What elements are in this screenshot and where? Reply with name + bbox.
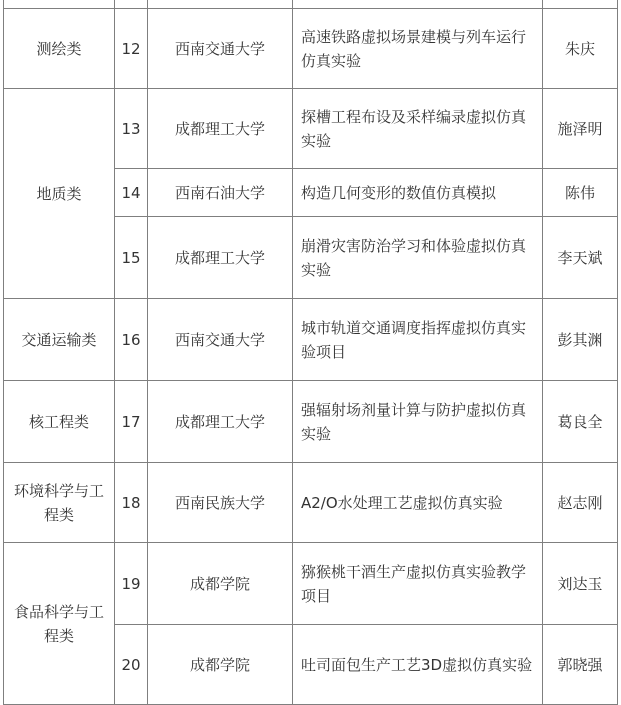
person-cell: 郭晓强 <box>543 625 618 705</box>
person-cell: 施泽明 <box>543 89 618 169</box>
category-label: 环境科学与工程类 <box>13 481 104 524</box>
university-cell <box>148 0 293 9</box>
project-cell: 城市轨道交通调度指挥虚拟仿真实验项目 <box>293 299 543 381</box>
number-cell <box>115 0 148 9</box>
project-cell: 崩滑灾害防治学习和体验虚拟仿真实验 <box>293 217 543 299</box>
project-cell: A2/O水处理工艺虚拟仿真实验 <box>293 463 543 543</box>
number-cell: 13 <box>115 89 148 169</box>
project-cell: 高速铁路虚拟场景建模与列车运行仿真实验 <box>293 9 543 89</box>
university-cell: 成都学院 <box>148 543 293 625</box>
category-cell <box>4 463 115 543</box>
person-cell: 陈伟 <box>543 169 618 217</box>
number-cell: 20 <box>115 625 148 705</box>
person-cell: 赵志刚 <box>543 463 618 543</box>
category-cell <box>4 0 115 9</box>
project-table <box>3 0 618 705</box>
category-label: 交通运输类 <box>21 330 97 349</box>
person-cell: 葛良全 <box>543 381 618 463</box>
project-cell: 构造几何变形的数值仿真模拟 <box>293 169 543 217</box>
person-cell: 彭其渊 <box>543 299 618 381</box>
university-cell: 西南交通大学 <box>148 299 293 381</box>
table-row-partial <box>4 0 618 9</box>
person-cell: 李天斌 <box>543 217 618 299</box>
category-label: 核工程类 <box>28 412 89 431</box>
category-cell <box>4 543 115 705</box>
table-row <box>4 89 618 169</box>
category-cell <box>4 381 115 463</box>
university-cell: 成都学院 <box>148 625 293 705</box>
university-cell: 西南石油大学 <box>148 169 293 217</box>
number-cell: 16 <box>115 299 148 381</box>
category-cell <box>4 89 115 299</box>
number-cell: 12 <box>115 9 148 89</box>
project-cell: 吐司面包生产工艺3D虚拟仿真实验 <box>293 625 543 705</box>
person-cell <box>543 0 618 9</box>
table-row <box>4 463 618 543</box>
number-cell: 15 <box>115 217 148 299</box>
table-row <box>4 299 618 381</box>
number-cell: 17 <box>115 381 148 463</box>
university-cell: 成都理工大学 <box>148 217 293 299</box>
table-row <box>4 9 618 89</box>
category-label: 地质类 <box>36 184 82 203</box>
project-cell <box>293 0 543 9</box>
number-cell: 14 <box>115 169 148 217</box>
category-label: 测绘类 <box>36 39 82 58</box>
person-cell: 朱庆 <box>543 9 618 89</box>
category-label: 食品科学与工程类 <box>13 602 104 645</box>
table-row <box>4 381 618 463</box>
category-cell <box>4 299 115 381</box>
university-cell: 西南民族大学 <box>148 463 293 543</box>
person-cell: 刘达玉 <box>543 543 618 625</box>
university-cell: 西南交通大学 <box>148 9 293 89</box>
project-cell: 探槽工程布设及采样编录虚拟仿真实验 <box>293 89 543 169</box>
number-cell: 19 <box>115 543 148 625</box>
university-cell: 成都理工大学 <box>148 381 293 463</box>
number-cell: 18 <box>115 463 148 543</box>
table-row <box>4 543 618 625</box>
project-cell: 强辐射场剂量计算与防护虚拟仿真实验 <box>293 381 543 463</box>
category-cell <box>4 9 115 89</box>
project-cell: 猕猴桃干酒生产虚拟仿真实验教学项目 <box>293 543 543 625</box>
university-cell: 成都理工大学 <box>148 89 293 169</box>
